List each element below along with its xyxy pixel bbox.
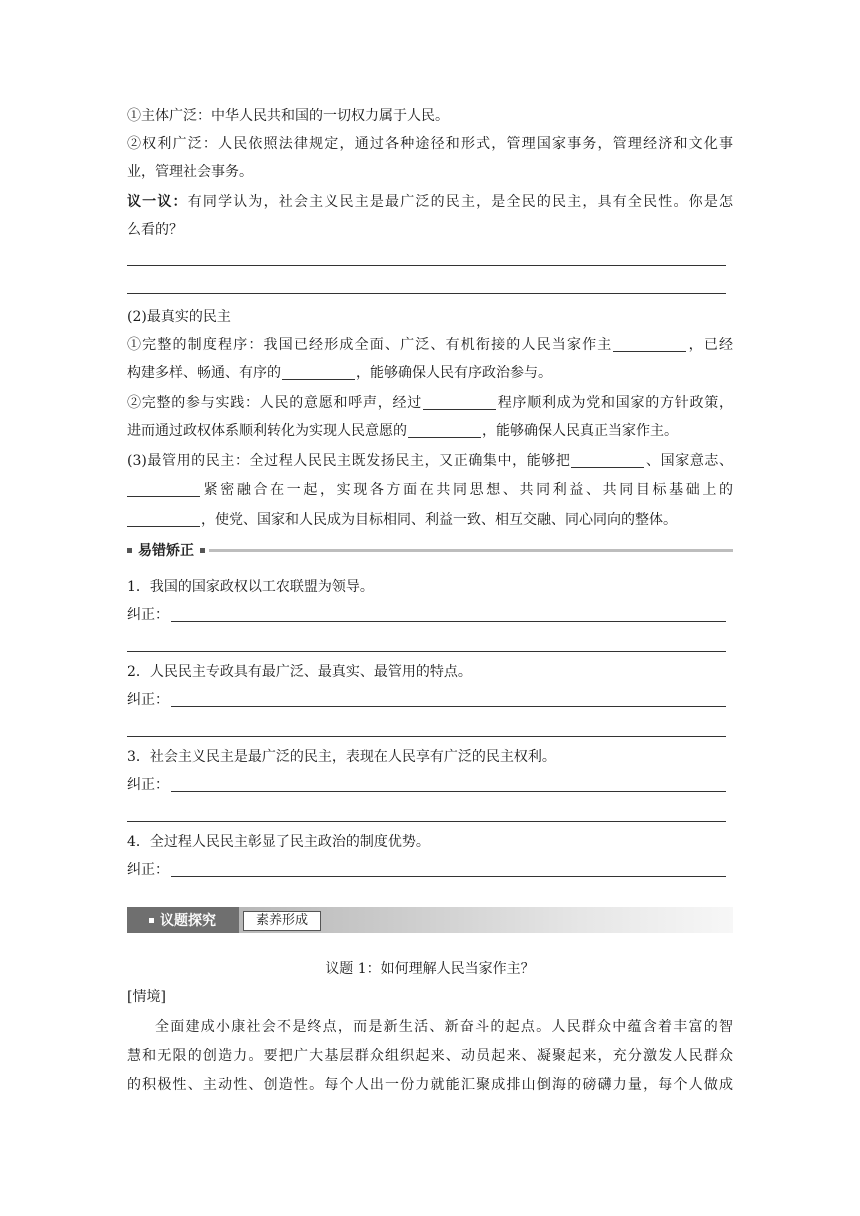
square-bullet-icon (200, 548, 205, 553)
paragraph-participation-practice-line2: 进而通过政权体系顺利转化为实现人民意愿的 ，能够确保人民真正当家作主。 (127, 423, 678, 439)
heading-most-real-democracy: (2)最真实的民主 (127, 309, 231, 325)
fill-blank[interactable] (408, 423, 481, 438)
correction-input-line[interactable] (171, 607, 726, 622)
context-paragraph-line3: 的积极性、主动性、创造性。每个人出一份力就能汇聚成排山倒海的磅礴力量，每个人做成 (127, 1077, 733, 1093)
correction-statement: 4．全过程人民民主彰显了民主政治的制度优势。 (127, 834, 430, 850)
answer-line[interactable] (127, 821, 726, 822)
correction-input-line[interactable] (171, 692, 726, 707)
paragraph-subject-broad: ①主体广泛：中华人民共和国的一切权力属于人民。 (127, 108, 449, 124)
paragraph-rights-broad-line2: 业，管理社会事务。 (127, 164, 253, 180)
correction-row (127, 775, 726, 795)
paragraph-participation-practice-line1: ②完整的参与实践：人民的意愿和呼声，经过 程序顺利成为党和国家的方针政策， (127, 395, 733, 411)
correction-label: 纠正： (127, 692, 169, 708)
paragraph-institutional-procedure-line2: 构建多样、畅通、有序的 ，能够确保人民有序政治参与。 (127, 365, 552, 381)
correction-row (127, 605, 726, 625)
correction-input-line[interactable] (171, 862, 726, 877)
correction-input-line[interactable] (171, 777, 726, 792)
fill-blank[interactable] (127, 482, 200, 497)
fill-blank[interactable] (613, 337, 686, 352)
section-title: 易错矫正 (138, 543, 194, 559)
square-bullet-icon (127, 548, 132, 553)
correction-row (127, 860, 726, 880)
discussion-text: 有同学认为，社会主义民主是最广泛的民主，是全民的民主，具有全民性。你是怎 (187, 194, 733, 210)
discussion-prompt-line1 (127, 192, 733, 212)
fill-blank[interactable] (127, 512, 200, 527)
correction-row (127, 690, 726, 710)
discussion-prompt-line2: 么看的？ (127, 222, 183, 238)
fill-blank[interactable] (571, 453, 644, 468)
context-label: [情境] (127, 989, 166, 1005)
correction-label: 纠正： (127, 862, 169, 878)
fill-blank[interactable] (282, 365, 355, 380)
section-header-error-correction (127, 541, 733, 559)
answer-line[interactable] (127, 293, 726, 294)
correction-label: 纠正： (127, 777, 169, 793)
correction-statement: 2．人民民主专政具有最广泛、最真实、最管用的特点。 (127, 664, 472, 680)
paragraph-institutional-procedure-line1: ①完整的制度程序：我国已经形成全面、广泛、有机衔接的人民当家作主 ，已经 (127, 337, 733, 353)
context-paragraph-line2: 慧和无限的创造力。要把广大基层群众组织起来、动员起来、凝聚起来，充分激发人民群众 (127, 1048, 733, 1064)
banner-title-box (127, 907, 239, 933)
paragraph-most-useful-line2: 紧密融合在一起，实现各方面在共同思想、共同利益、共同目标基础上的 (127, 480, 733, 500)
answer-line[interactable] (127, 736, 726, 737)
banner-title: 议题探究 (160, 913, 216, 929)
paragraph-most-useful-line1: (3)最管用的民主：全过程人民民主既发扬民主，又正确集中，能够把 、国家意志、 (127, 453, 733, 469)
topic-title: 议题 1：如何理解人民当家作主？ (325, 961, 535, 977)
discussion-label: 议一议： (127, 194, 188, 210)
paragraph-rights-broad-line1: ②权利广泛：人民依照法律规定，通过各种途径和形式，管理国家事务，管理经济和文化事 (127, 136, 733, 152)
fill-blank[interactable] (423, 395, 496, 410)
answer-line[interactable] (127, 265, 726, 266)
context-paragraph-line1: 全面建成小康社会不是终点，而是新生活、新奋斗的起点。人民群众中蕴含着丰富的智 (155, 1019, 733, 1035)
answer-line[interactable] (127, 651, 726, 652)
section-banner-topic-inquiry (127, 907, 733, 933)
correction-statement: 1．我国的国家政权以工农联盟为领导。 (127, 579, 374, 595)
correction-statement: 3．社会主义民主是最广泛的民主，表现在人民享有广泛的民主权利。 (127, 749, 556, 765)
paragraph-most-useful-line3: ，使党、国家和人民成为目标相同、利益一致、相互交融、同心同向的整体。 (127, 510, 733, 530)
banner-tag: 素养形成 (243, 911, 321, 931)
square-bullet-icon (149, 918, 154, 923)
section-divider (209, 549, 733, 552)
correction-label: 纠正： (127, 607, 169, 623)
